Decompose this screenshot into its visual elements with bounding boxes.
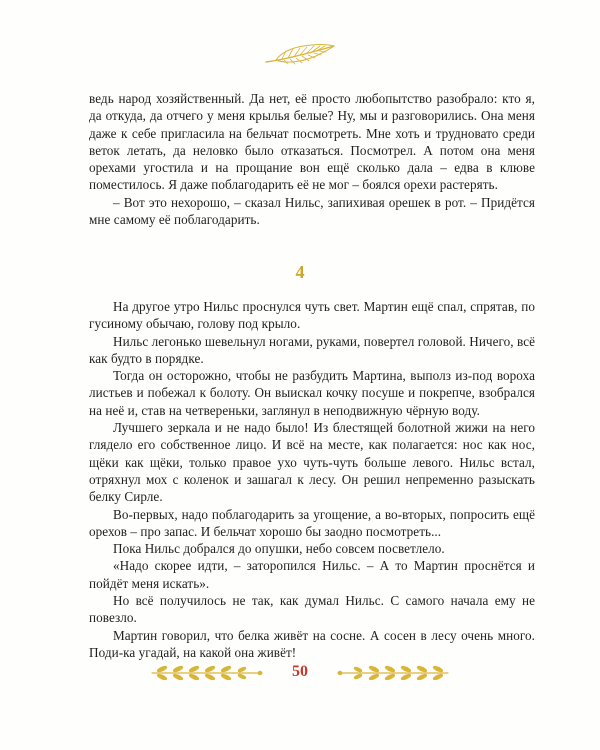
branch-icon bbox=[334, 662, 450, 684]
paragraph: ведь народ хозяйственный. Да нет, её просто любопытство разобрало: кто я, да откуда, да отчего у меня крылья белые? Ну, мы и разговорились. Она меня даже к себе пригласила на бельчат посмотреть. Мне хоть и трудновато среди веток летать, да неловко было отказаться. Посмотрел. А потом она меня орехами угостила и на прощание вон ещё сколько дала – едва в клюве поместилось. Я даже поблагодарить её не мог – боялся орехи растерять. bbox=[89, 91, 535, 193]
page-footer bbox=[150, 656, 450, 690]
text-block-chapter bbox=[89, 298, 535, 661]
paragraph: Но всё получилось не так, как думал Нильс. С самого начала ему не повезло. bbox=[89, 593, 535, 626]
paragraph: «Надо скорее идти, – заторопился Нильс. – А то Мартин проснётся и пойдёт меня искать». bbox=[89, 558, 535, 591]
paragraph: Нильс легонько шевельнул ногами, руками, повертел головой. Ничего, всё как будто в порядке. bbox=[89, 333, 535, 366]
page-number: 50 bbox=[292, 663, 308, 680]
paragraph: На другое утро Нильс проснулся чуть свет. Мартин ещё спал, спрятав, по гусиному обычаю, голову под крыло. bbox=[89, 299, 535, 332]
branch-icon bbox=[150, 662, 266, 684]
chapter-number: 4 bbox=[295, 262, 305, 282]
paragraph: Мартин говорил, что белка живёт на сосне. А сосен в лесу очень много. Поди-ка угадай, на какой она живёт! bbox=[89, 627, 535, 660]
paragraph: Во-первых, надо поблагодарить за угощение, а во-вторых, попросить ещё орехов – про запас. И бельчат хорошо бы заодно посмотреть... bbox=[89, 506, 535, 539]
paragraph: Лучшего зеркала и не надо было! Из блестящей болотной жижи на него глядело его собственное лицо. И всё на месте, как полагается: нос как нос, щёки как щёки, только правое ухо чуть-чуть больше левого. Нильс встал, отряхнул мох с коленок и зашагал к лесу. Он решил непременно разыскать белку Сирле. bbox=[89, 420, 535, 505]
feather-icon bbox=[262, 40, 338, 70]
paragraph: – Вот это нехорошо, – сказал Нильс, запихивая орешек в рот. – Придётся мне самому её поблагодарить. bbox=[89, 194, 535, 228]
paragraph: Тогда он осторожно, чтобы не разбудить Мартина, выполз из-под вороха листьев и побежал к болоту. Он выискал кочку посуше и покрепче, взобрался на неё и, став на четвереньки, заглянул в неподвижную чёрную воду. bbox=[89, 368, 535, 418]
paragraph: Пока Нильс добрался до опушки, небо совсем посветлело. bbox=[113, 541, 445, 557]
text-block-top bbox=[89, 90, 535, 228]
